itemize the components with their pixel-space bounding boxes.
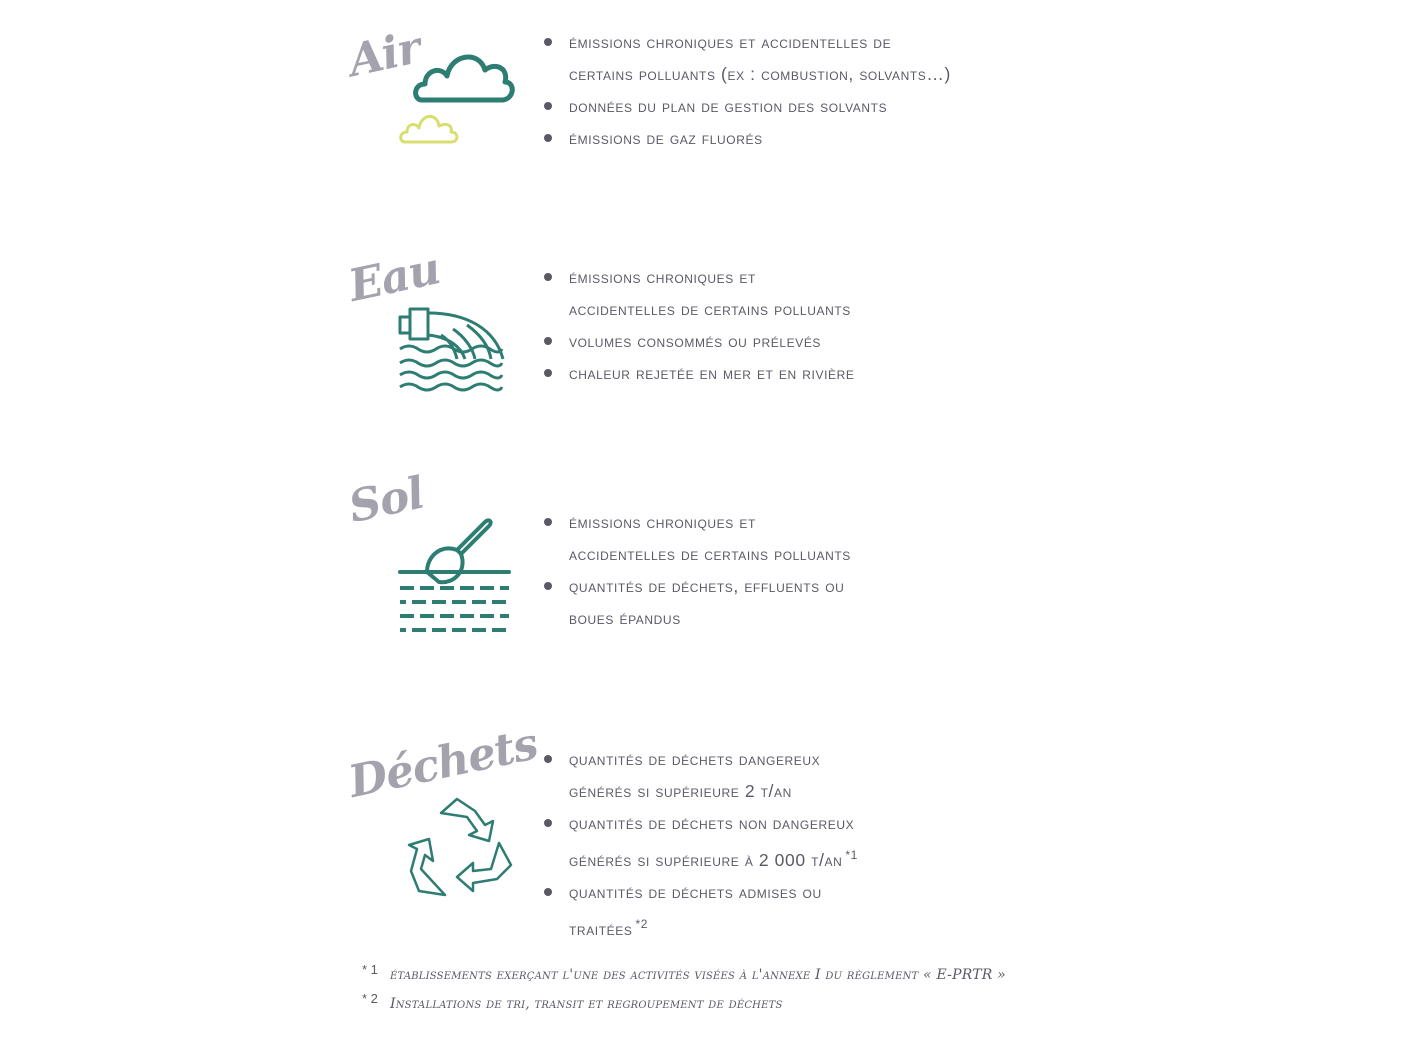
eau-list bbox=[543, 261, 854, 389]
section-label: Eau bbox=[344, 243, 445, 312]
list-item: volumes consommés ou prélevés bbox=[543, 325, 854, 357]
section-eau bbox=[344, 243, 1075, 401]
list-item: chaleur rejetée en mer et en rivière bbox=[543, 357, 854, 389]
section-air bbox=[344, 22, 1075, 166]
section-dechets bbox=[344, 718, 1075, 943]
footnote-mark: * 2 bbox=[362, 991, 378, 1006]
footnote-mark: *2 bbox=[635, 916, 649, 931]
footnote-text: établissements exerçant l'une des activités visées à l'annexe I du règlement « E-PRTR » bbox=[390, 967, 1006, 983]
list-item: quantités de déchets admises ou traitées $^{*2}$ bbox=[543, 876, 858, 945]
list-item: émissions chroniques et accidentelles de certains polluants bbox=[543, 506, 851, 570]
section-label: Déchets bbox=[344, 718, 542, 808]
list-item: émissions chroniques et accidentelles de certains polluants bbox=[543, 261, 854, 325]
air-list bbox=[543, 26, 951, 154]
trowel-soil-icon bbox=[397, 514, 517, 634]
dechets-list bbox=[543, 743, 858, 945]
list-item: quantités de déchets non dangereux générés si supérieure à 2 000 t/an $^{*1}$ bbox=[543, 807, 858, 876]
list-item: quantités de déchets dangereux générés si supérieure 2 t/an bbox=[543, 743, 858, 807]
list-item: émissions chroniques et accidentelles de certains polluants (ex : combustion, solvants…) bbox=[543, 26, 951, 90]
footnote-mark: *1 bbox=[845, 848, 858, 862]
section-label: Sol bbox=[344, 467, 429, 533]
sol-list bbox=[543, 506, 851, 634]
footnote-mark: * 1 bbox=[362, 962, 378, 977]
section-label: Air bbox=[344, 22, 425, 88]
list-item: émissions de gaz fluorés bbox=[543, 122, 951, 154]
footnote-text: Installations de tri, transit et regroupement de déchets bbox=[390, 996, 783, 1012]
recycle-icon bbox=[401, 795, 521, 915]
list-item: quantités de déchets, effluents ou boues épandus bbox=[543, 570, 851, 634]
water-pipe-icon bbox=[397, 303, 517, 393]
section-sol bbox=[344, 467, 1075, 646]
cloud-icon bbox=[395, 40, 555, 170]
list-item: données du plan de gestion des solvants bbox=[543, 90, 951, 122]
